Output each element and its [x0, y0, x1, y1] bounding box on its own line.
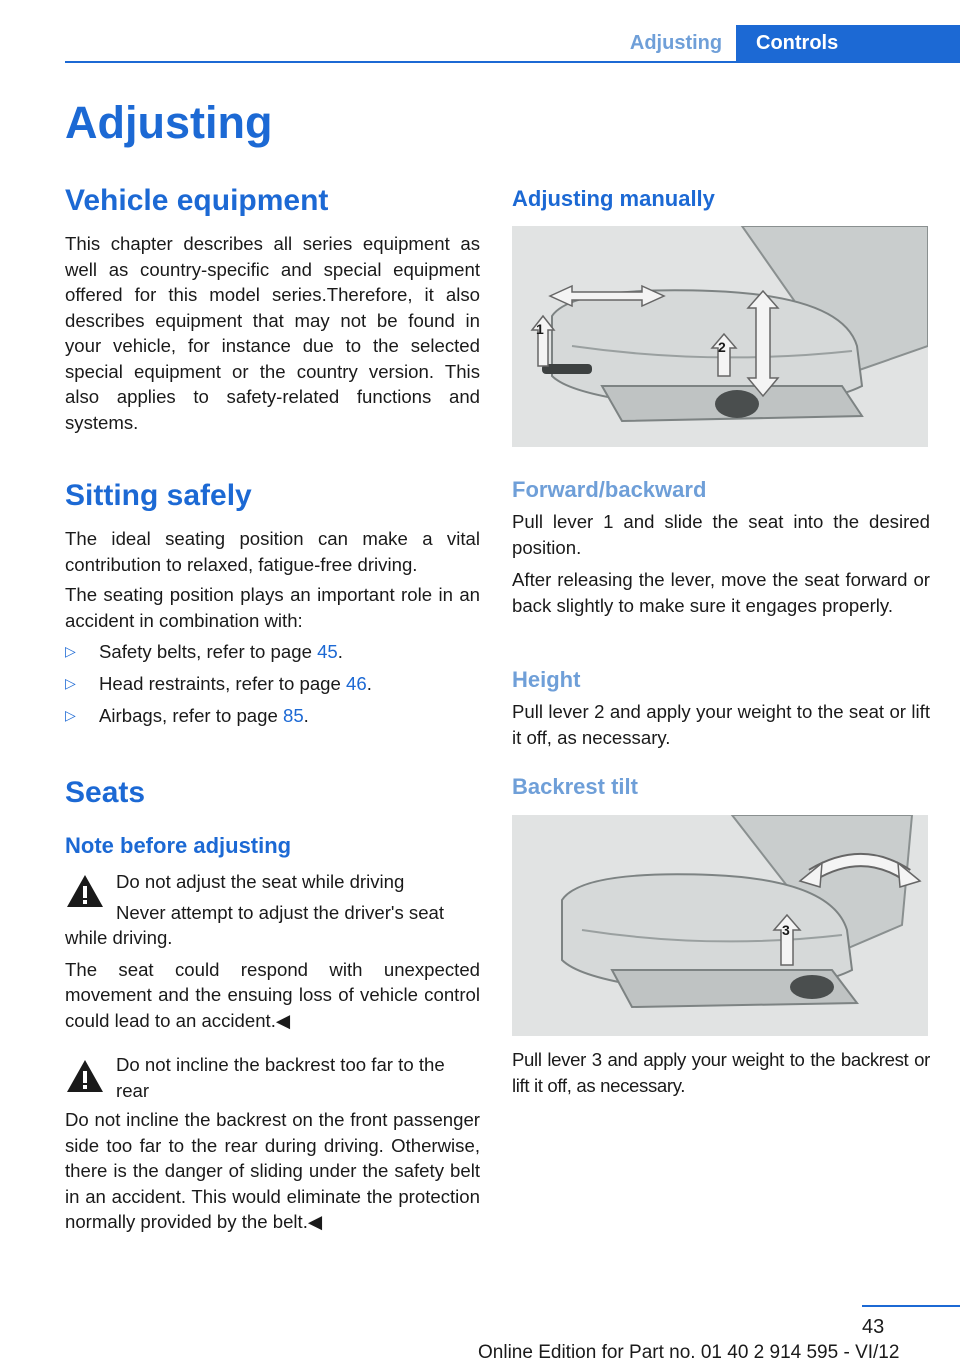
forward-backward-text-2: After releasing the lever, move the seat forward or back slightly to make sure it engages properly. [512, 569, 930, 616]
warning-title: Do not incline the backrest too far to the rear [116, 1054, 445, 1101]
sitting-safely-text-2: The seating position plays an important role in an accident in combination with: [65, 584, 480, 631]
figure-label-3: 3 [782, 922, 790, 938]
seat-illustration [512, 226, 928, 447]
footer-rule [862, 1305, 960, 1307]
backrest-tilt-text: Pull lever 3 and apply your weight to the backrest or lift it off, as necessary. [512, 1049, 930, 1096]
warning-seat-adjust [65, 869, 480, 1033]
warning-text: The seat could respond with unexpected movement and the ensuing loss of vehicle control could lead to an accident.◀ [65, 958, 480, 1031]
warning-line-1: Never attempt to adjust the driver's seat [116, 901, 445, 923]
page-link-46[interactable]: 46 [346, 673, 367, 695]
forward-backward-heading: Forward/backward [512, 477, 707, 502]
bullet-triangle-icon: ▷ [65, 707, 76, 724]
list-item-text: Airbags, refer to page 85. [99, 705, 309, 727]
seats-heading: Seats [65, 776, 146, 809]
vehicle-equipment-heading: Vehicle equipment [65, 184, 329, 217]
safety-list [65, 636, 480, 732]
list-item-text: Safety belts, refer to page 45. [99, 641, 343, 663]
vehicle-equipment-text: This chapter describes all series equipment as well as country-specific and special equipment offered for this model series.Therefore, it also describes equipment that may not be found in your vehicle, for instance due to the selected special equipment or the country version. This also applies to safety-related functions and systems. [65, 233, 480, 433]
bullet-triangle-icon: ▷ [65, 675, 76, 692]
list-item [65, 636, 480, 668]
backrest-tilt-heading: Backrest tilt [512, 774, 638, 799]
page-title: Adjusting [65, 97, 273, 148]
page-link-85[interactable]: 85 [282, 705, 304, 727]
height-text: Pull lever 2 and apply your weight to the seat or lift it off, as necessary. [512, 701, 930, 748]
forward-backward-text-1: Pull lever 1 and slide the seat into the desired position. [512, 511, 930, 558]
section-tab[interactable]: Adjusting [629, 31, 723, 54]
note-before-adjusting-heading: Note before adjusting [65, 833, 292, 858]
warning-icon [65, 1058, 105, 1094]
list-item [65, 668, 480, 700]
backrest-illustration [512, 815, 928, 1036]
page-link-45[interactable]: 45 [317, 641, 338, 663]
figure-label-2: 2 [718, 339, 726, 355]
warning-backrest [65, 1052, 480, 1235]
sitting-safely-text-1: The ideal seating position can make a vital contribution to relaxed, fatigue-free driving. [65, 528, 480, 575]
header-rule [65, 61, 960, 63]
seat-adjust-figure [512, 226, 928, 447]
warning-title: Do not adjust the seat while driving [116, 871, 405, 892]
list-item [65, 700, 480, 732]
sitting-safely-heading: Sitting safely [65, 479, 252, 512]
page-number: 43 [862, 1316, 885, 1338]
warning-icon [65, 873, 105, 909]
edition-footer: Online Edition for Part no. 01 40 2 914 595 - VI/12 [478, 1342, 900, 1362]
warning-text: Do not incline the backrest on the front passenger side too far to the rear during driving. Otherwise, there is the danger of sliding under the safety belt in an accident. This would eliminate the protection normally provided by the belt.◀ [65, 1109, 480, 1232]
chapter-tab[interactable]: Controls [736, 25, 960, 61]
height-heading: Height [512, 667, 581, 692]
list-item-text: Head restraints, refer to page 46. [99, 673, 372, 695]
figure-label-1: 1 [536, 321, 544, 337]
backrest-tilt-figure [512, 815, 928, 1036]
header-tabs [621, 25, 960, 61]
bullet-triangle-icon: ▷ [65, 643, 76, 660]
warning-line-2: while driving. [65, 927, 173, 948]
adjusting-manually-heading: Adjusting manually [512, 186, 715, 211]
